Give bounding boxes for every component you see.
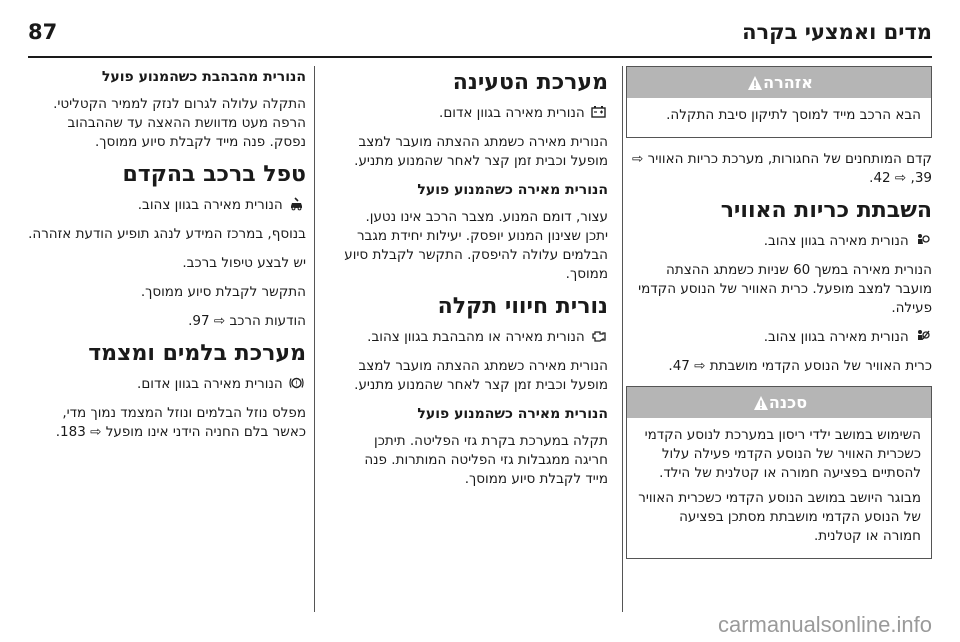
wrench-car-icon	[289, 197, 304, 211]
svg-text:!: !	[295, 379, 298, 388]
charging-text: הנורית מאירה כשמתג ההצתה מועבר למצב מופעל וכבית זמן קצר לאחר שהמנוע מתניע.	[354, 134, 608, 169]
battery-icon	[591, 105, 606, 119]
danger-box	[626, 386, 932, 559]
check-paragraph: קדם המותחנים של החגורות, מערכת כריות האוויר ⇨ 39, ⇨ 42.	[632, 151, 932, 186]
airbag-off-line: הנורית מאירה בגוון צהוב.	[626, 328, 932, 347]
danger-text-1: השימוש במושב ילדי ריסון במערכת לנוסע הקדמי כשכרית האוויר של הנוסע הקדמי פעילה עלול להסתיים בפציעה חמורה או קטלנית של הילד.	[644, 427, 921, 481]
warning-box-text: הבא הרכב מייד למוסך לתיקון סיבת התקלה.	[666, 107, 921, 123]
page-title: מדים ואמצעי בקרה	[742, 20, 932, 44]
charging-subheading: הנורית מאירה כשהמנוע פועל	[417, 182, 608, 198]
warning-box-header	[627, 67, 931, 98]
malfunction-text-2: תקלה במערכת בקרת גזי הפליטה. תיתכן חריגה ממגבלות גזי הפליטה המותרות. פנה מייד לקבלת סיוע ממוסך.	[364, 433, 608, 487]
warning-box	[626, 66, 932, 138]
malfunction-text: הנורית מאירה כשמתג ההצתה מועבר למצב מופעל וכבית זמן קצר לאחר שהמנוע מתניע.	[354, 358, 608, 393]
service-text-3: התקשר לקבלת סיוע ממוסך.	[140, 284, 306, 300]
malfunction-line: הנורית מאירה או מהבהבת בגוון צהוב.	[340, 328, 608, 347]
service-text-4: הודעות הרכב ⇨ 97.	[188, 313, 306, 329]
middle-column	[340, 66, 608, 616]
service-heading: טפל ברכב בהקדם	[122, 162, 306, 187]
service-text-2: יש לבצע טיפול ברכב.	[182, 255, 306, 271]
flashing-text: התקלה עלולה לגרום לנזק לממיר הקטליטי. הרפה מעט מדוושת ההאצה עד שההבהוב נפסק. פנה מייד לקבלת סיוע ממוסך.	[53, 96, 306, 150]
column-divider	[314, 66, 315, 612]
danger-box-header	[627, 387, 931, 418]
brake-heading: מערכת בלמים ומצמד	[88, 341, 306, 366]
header-rule	[28, 56, 932, 58]
airbag-on-icon	[915, 233, 930, 247]
airbag-off-text: כרית האוויר של הנוסע הקדמי מושבתת ⇨ 47.	[668, 358, 932, 374]
left-column	[28, 66, 306, 616]
page-header	[28, 12, 932, 52]
page-number: 87	[28, 20, 58, 44]
engine-icon	[591, 329, 606, 343]
danger-box-title: סכנה	[768, 393, 808, 412]
charging-text-2: עצור, דומם המנוע. מצבר הרכב אינו נטען. יתכן שצינון המנוע יופסק. יעילות יחידת מגבר הבלמים עלולה להיפסק. התקשר לקבלת סיוע ממוסך.	[344, 209, 608, 282]
airbag-off-heading: השבתת כריות האוויר	[720, 198, 932, 223]
flashing-subheading: הנורית מהבהבת כשהמנוע פועל	[101, 69, 306, 85]
charging-heading: מערכת הטעינה	[452, 70, 608, 95]
right-column	[626, 66, 932, 616]
brake-text: מפלס נוזל הבלמים ונוזל המצמד נמוך מדי, כאשר בלם החניה הידני אינו מופעל ⇨ 183.	[55, 405, 306, 440]
brake-circle-icon	[289, 376, 304, 390]
malfunction-heading: נורית חיווי תקלה	[437, 294, 608, 319]
service-text-1: בנוסף, במרכז המידע לנהג תופיע הודעת אזהרה.	[28, 226, 306, 242]
warning-triangle-icon	[753, 395, 769, 411]
brake-line: ! הנורית מאירה בגוון אדום.	[28, 375, 306, 394]
airbag-on-text: הנורית מאירה במשך 60 שניות כשמתג ההצתה מועבר למצב מופעל. כרית האוויר של הנוסע הקדמי פעילה.	[638, 262, 932, 316]
airbag-on-line: הנורית מאירה בגוון צהוב.	[626, 232, 932, 251]
warning-box-title: אזהרה	[763, 73, 813, 92]
charging-line: הנורית מאירה בגוון אדום.	[340, 104, 608, 123]
danger-text-2: מבוגר היושב במושב הנוסע הקדמי כשכרית האוויר של הנוסע הקדמי מושבתת מסתכן בפציעה חמורה או קטלנית.	[638, 490, 921, 544]
warning-triangle-icon	[747, 75, 763, 91]
column-divider	[622, 66, 623, 612]
watermark: carmanualsonline.info	[717, 612, 932, 637]
service-line: הנורית מאירה בגוון צהוב.	[28, 196, 306, 215]
airbag-off-icon	[915, 329, 930, 343]
malfunction-subheading: הנורית מאירה כשהמנוע פועל	[417, 406, 608, 422]
